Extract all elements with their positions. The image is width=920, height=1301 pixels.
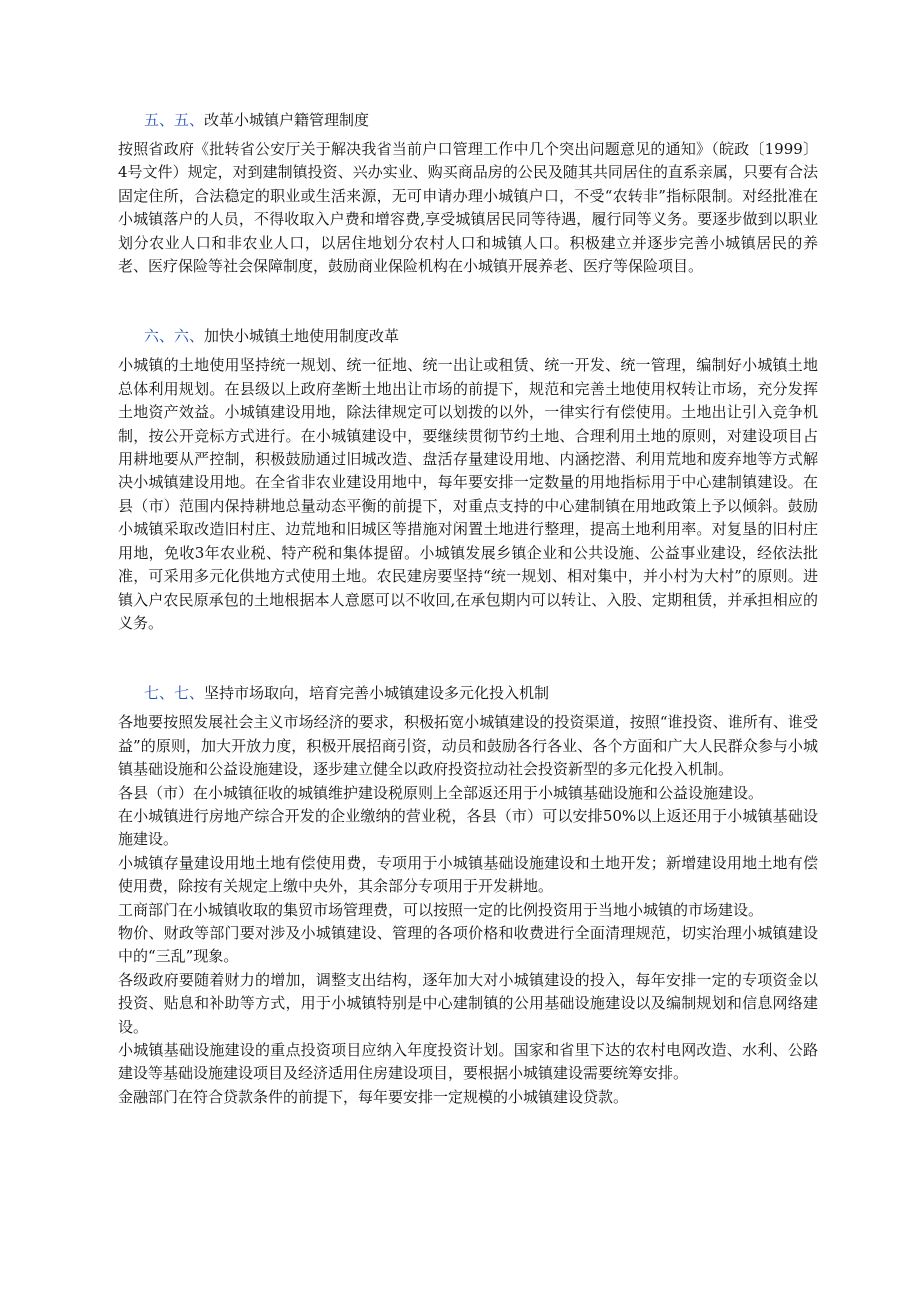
paragraph: 在小城镇进行房地产综合开发的企业缴纳的营业税，各县（市）可以安排50%以上返还用于小城镇基础设施建设。 bbox=[118, 806, 818, 849]
paragraph: 物价、财政等部门要对涉及小城镇建设、管理的各项价格和收费进行全面清理规范，切实治理小城镇建设中的“三乱”现象。 bbox=[118, 923, 818, 966]
section-heading bbox=[118, 108, 818, 132]
section-title: 改革小城镇户籍管理制度 bbox=[204, 111, 370, 129]
section-number: 七、七、 bbox=[144, 684, 205, 703]
paragraph: 工商部门在小城镇收取的集贸市场管理费，可以按照一定的比例投资用于当地小城镇的市场建设。 bbox=[118, 900, 764, 919]
section-heading bbox=[118, 324, 818, 348]
paragraph: 按照省政府《批转省公安厅关于解决我省当前户口管理工作中几个突出问题意见的通知》（皖政〔1999〕4号文件）规定，对到建制镇投资、兴办实业、购买商品房的公民及随其共同居住的直系亲属，只要有合法固定住所，合法稳定的职业或生活来源，无可申请办理小城镇户口，不受“农转非”指标限制。对经批准在小城镇落户的人员，不得收取入户费和增容费,享受城镇居民同等待遇，履行同等义务。要逐步做到以职业划分农业人口和非农业人口，以居住地划分农村人口和城镇人口。积极建立并逐步完善小城镇居民的养老、医疗保险等社会保障制度，鼓励商业保险机构在小城镇开展养老、医疗等保险项目。 bbox=[118, 140, 818, 276]
paragraph: 金融部门在符合贷款条件的前提下，每年要安排一定规模的小城镇建设贷款。 bbox=[118, 1087, 629, 1106]
document-body bbox=[118, 108, 818, 1109]
paragraph: 小城镇存量建设用地土地有偿使用费，专项用于小城镇基础设施建设和土地开发；新增建设用地土地有偿使用费，除按有关规定上缴中央外，其余部分专项用于开发耕地。 bbox=[118, 853, 818, 896]
section-land-use-reform bbox=[118, 324, 818, 635]
paragraph: 各县（市）在小城镇征收的城镇维护建设税原则上全部返还用于小城镇基础设施和公益设施建设。 bbox=[118, 783, 764, 802]
section-investment-mechanism bbox=[118, 681, 818, 1109]
section-number: 六、六、 bbox=[144, 327, 205, 346]
paragraph: 各地要按照发展社会主义市场经济的要求，积极拓宽小城镇建设的投资渠道，按照“谁投资、谁所有、谁受益”的原则，加大开放力度，积极开展招商引资，动员和鼓励各行各业、各个方面和广大人民群众参与小城镇基础设施和公益设施建设，逐步建立健全以政府投资拉动社会投资新型的多元化投入机制。 bbox=[118, 713, 818, 779]
section-household-registration bbox=[118, 108, 818, 278]
section-number: 五、五、 bbox=[144, 111, 205, 129]
section-heading bbox=[118, 681, 818, 705]
paragraph: 各级政府要随着财力的增加，调整支出结构，逐年加大对小城镇建设的投入，每年安排一定的专项资金以投资、贴息和补助等方式，用于小城镇特别是中心建制镇的公用基础设施建设以及编制规划和信息网络建设。 bbox=[118, 970, 818, 1036]
paragraph: 小城镇基础设施建设的重点投资项目应纳入年度投资计划。国家和省里下达的农村电网改造、水利、公路建设等基础设施建设项目及经济适用住房建设项目，要根据小城镇建设需要统筹安排。 bbox=[118, 1041, 818, 1083]
section-title: 坚持市场取向，培育完善小城镇建设多元化投入机制 bbox=[204, 684, 550, 703]
section-title: 加快小城镇土地使用制度改革 bbox=[204, 327, 400, 346]
paragraph: 小城镇的土地使用坚持统一规划、统一征地、统一出让或租赁、统一开发、统一管理，编制好小城镇土地总体利用规划。在县级以上政府垄断土地出让市场的前提下，规范和完善土地使用权转让市场，充分发挥土地资产效益。小城镇建设用地，除法律规定可以划拨的以外，一律实行有偿使用。土地出让引入竞争机制，按公开竞标方式进行。在小城镇建设中，要继续贯彻节约土地、合理利用土地的原则，对建设项目占用耕地要从严控制，积极鼓励通过旧城改造、盘活存量建设用地、内涵挖潜、利用荒地和废弃地等方式解决小城镇建设用地。在全省非农业建设用地中，每年要安排一定数量的用地指标用于中心建制镇建设。在县（市）范围内保持耕地总量动态平衡的前提下，对重点支持的中心建制镇在用地政策上予以倾斜。鼓励小城镇采取改造旧村庄、边荒地和旧城区等措施对闲置土地进行整理，提高土地利用率。对复垦的旧村庄用地，免收3年农业税、特产税和集体提留。小城镇发展乡镇企业和公共设施、公益事业建设，经依法批准，可采用多元化供地方式使用土地。农民建房要坚持“统一规划、相对集中，并小村为大村”的原则。进镇入户农民原承包的土地根据本人意愿可以不收回,在承包期内可以转让、入股、定期租赁，并承担相应的义务。 bbox=[118, 356, 818, 632]
